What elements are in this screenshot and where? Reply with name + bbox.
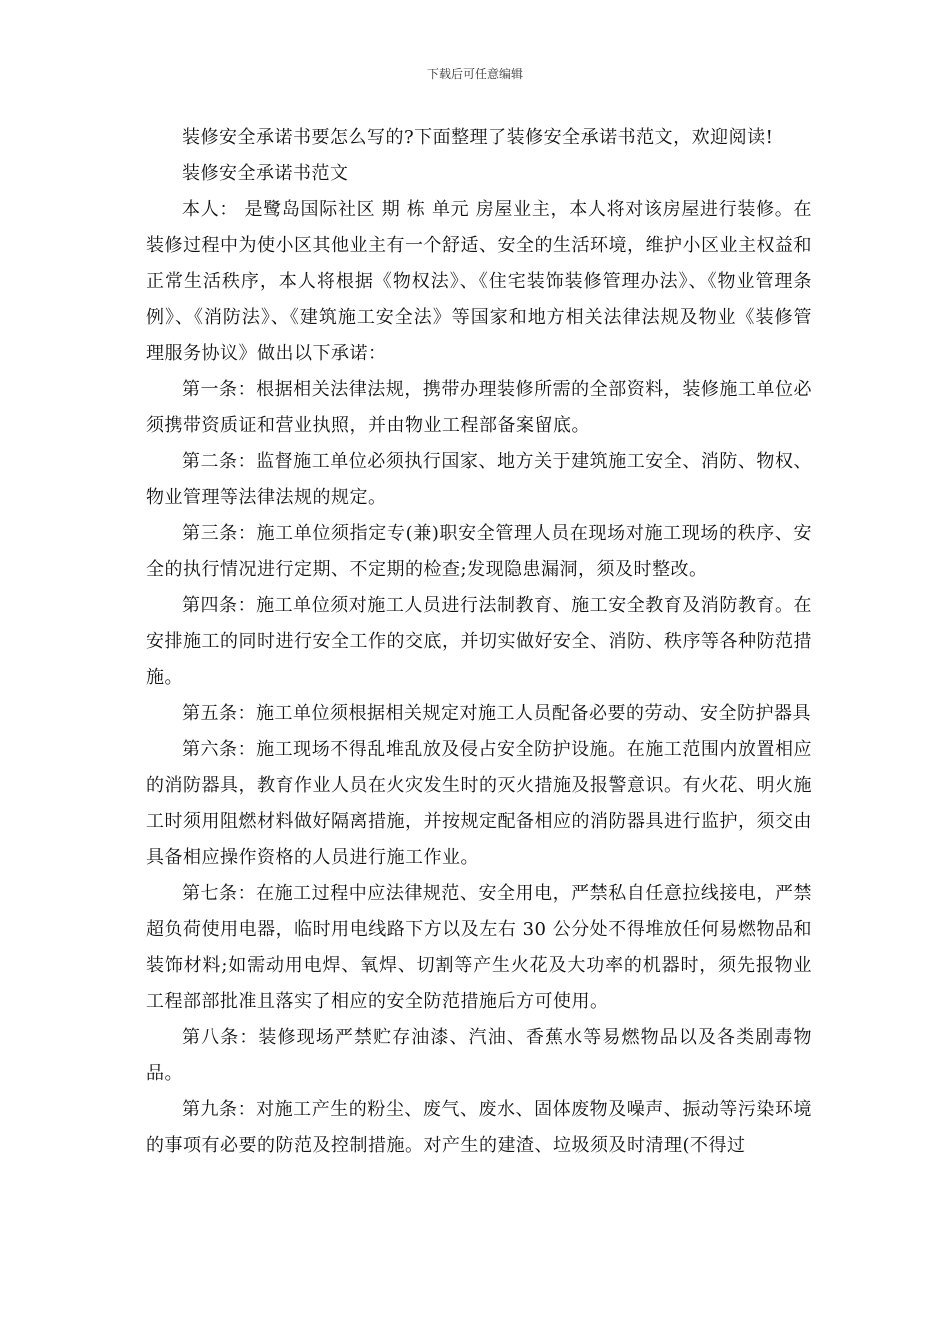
article-4: 第四条：施工单位须对施工人员进行法制教育、施工安全教育及消防教育。在安排施工的同时进行安全工作的交底，并切实做好安全、消防、秩序等各种防范措施。 [146,595,812,688]
article-1: 第一条：根据相关法律法规，携带办理装修所需的全部资料，装修施工单位必须携带资质证和营业执照，并由物业工程部备案留底。 [146,379,812,436]
intro-paragraph: 装修安全承诺书要怎么写的?下面整理了装修安全承诺书范文，欢迎阅读! [182,127,774,148]
article-6: 第六条：施工现场不得乱堆乱放及侵占安全防护设施。在施工范围内放置相应的消防器具，教育作业人员在火灾发生时的灭火措施及报警意识。有火花、明火施工时须用阻燃材料做好隔离措施，并按规定配备相应的消防器具进行监护，须交由具备相应操作资格的人员进行施工作业。 [146,739,812,868]
declaration-paragraph: 本人： 是鹭岛国际社区 期 栋 单元 房屋业主，本人将对该房屋进行装修。在装修过程中为使小区其他业主有一个舒适、安全的生活环境，维护小区业主权益和正常生活秩序，本人将根据《物权法》、《住宅装饰装修管理办法》、《物业管理条例》、《消防法》、《建筑施工安全法》等国家和地方相关法律法规及物业《装修管理服务协议》做出以下承诺： [146,199,812,364]
article-8: 第八条：装修现场严禁贮存油漆、汽油、香蕉水等易燃物品以及各类剧毒物品。 [146,1027,812,1084]
article-7: 第七条：在施工过程中应法律规范、安全用电，严禁私自任意拉线接电，严禁超负荷使用电器，临时用电线路下方以及左右 30 公分处不得堆放任何易燃物品和装饰材料;如需动用电焊、氧焊、切割等产生火花及大功率的机器时，须先报物业工程部部批准且落实了相应的安全防范措施后方可使用。 [146,883,812,1012]
article-2: 第二条：监督施工单位必须执行国家、地方关于建筑施工安全、消防、物权、物业管理等法律法规的规定。 [146,451,812,508]
page-header-watermark: 下载后可任意编辑 [426,67,523,81]
article-3: 第三条：施工单位须指定专(兼)职安全管理人员在现场对施工现场的秩序、安全的执行情况进行定期、不定期的检查;发现隐患漏洞，须及时整改。 [146,523,812,580]
article-5: 第五条：施工单位须根据相关规定对施工人员配备必要的劳动、安全防护器具 [182,703,811,724]
document-body [146,120,812,1164]
document-title: 装修安全承诺书范文 [182,163,349,184]
article-9: 第九条：对施工产生的粉尘、废气、废水、固体废物及噪声、振动等污染环境的事项有必要的防范及控制措施。对产生的建渣、垃圾须及时清理(不得过 [146,1099,812,1156]
